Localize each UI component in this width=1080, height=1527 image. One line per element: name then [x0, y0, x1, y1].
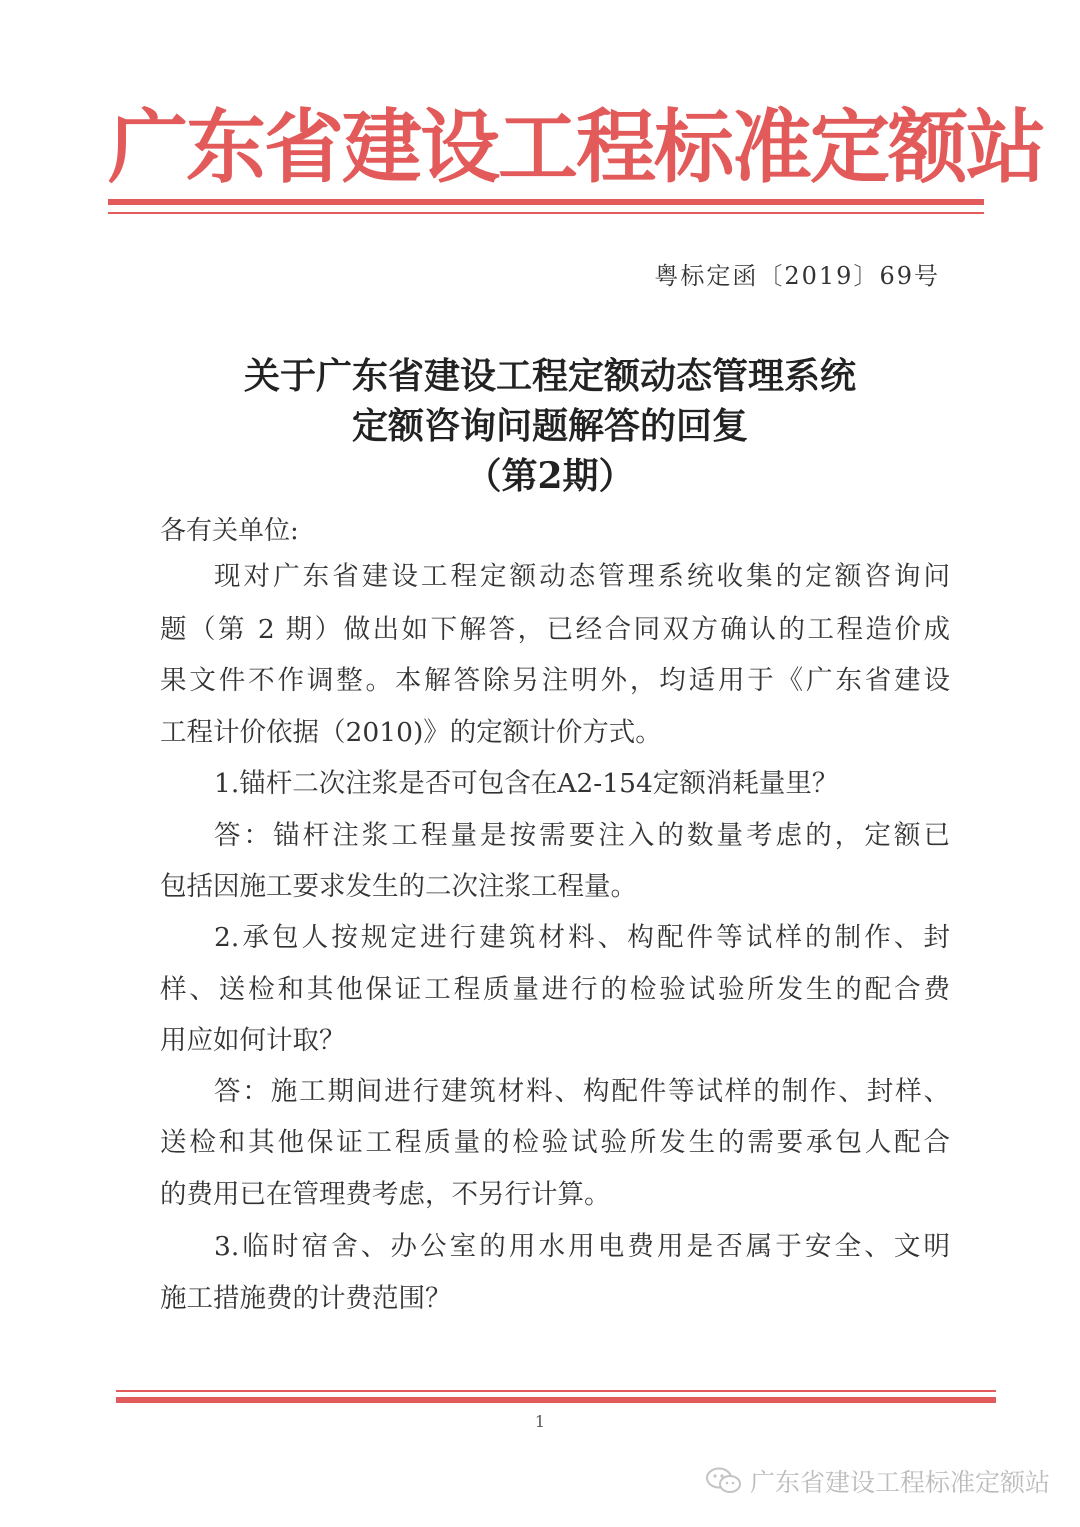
- title-line-3: （第2期）: [465, 455, 635, 497]
- body-line: 题（第 2 期）做出如下解答，已经合同双方确认的工程造价成: [160, 614, 950, 645]
- wechat-icon: [704, 1466, 744, 1496]
- body-line: 用应如何计取？: [160, 1025, 346, 1056]
- footer-rule-thick: [116, 1397, 996, 1403]
- title-line-1: 关于广东省建设工程定额动态管理系统: [243, 355, 856, 397]
- page-number: 1: [534, 1412, 546, 1431]
- body-line: 的费用已在管理费考虑，不另行计算。: [160, 1179, 611, 1210]
- body-line: 答：施工期间进行建筑材料、构配件等试样的制作、封样、: [214, 1076, 950, 1107]
- body-line: 答：锚杆注浆工程量是按需要注入的数量考虑的，定额已: [214, 820, 950, 851]
- body-line: 果文件不作调整。本解答除另注明外，均适用于《广东省建设: [160, 665, 950, 696]
- body-line: 样、送检和其他保证工程质量进行的检验试验所发生的配合费: [160, 974, 950, 1005]
- header-rule-thin: [108, 212, 984, 214]
- watermark-text: 广东省建设工程标准定额站: [749, 1468, 1050, 1497]
- body-line: 送检和其他保证工程质量的检验试验所发生的需要承包人配合: [160, 1127, 950, 1158]
- body-line: 3.临时宿舍、办公室的用水用电费用是否属于安全、文明: [214, 1231, 950, 1262]
- body-line: 2.承包人按规定进行建筑材料、构配件等试样的制作、封: [214, 922, 950, 953]
- body-line: 工程计价依据（2010)》的定额计价方式。: [160, 717, 662, 748]
- header-rule-thick: [108, 199, 984, 205]
- body-line: 施工措施费的计费范围？: [160, 1283, 452, 1314]
- watermark: [704, 1463, 1050, 1499]
- body-line: 包括因施工要求发生的二次注浆工程量。: [160, 871, 637, 902]
- organization-header: 广东省建设工程标准定额站: [108, 101, 1044, 194]
- footer-rule-thin: [116, 1390, 996, 1392]
- salutation: 各有关单位:: [160, 516, 299, 546]
- body-line: 1.锚杆二次注浆是否可包含在A2-154定额消耗量里？: [214, 768, 839, 799]
- document-number: 粤标定函〔2019〕69号: [654, 262, 940, 290]
- body-line: 现对广东省建设工程定额动态管理系统收集的定额咨询问: [214, 561, 950, 592]
- title-line-2: 定额咨询问题解答的回复: [351, 405, 748, 447]
